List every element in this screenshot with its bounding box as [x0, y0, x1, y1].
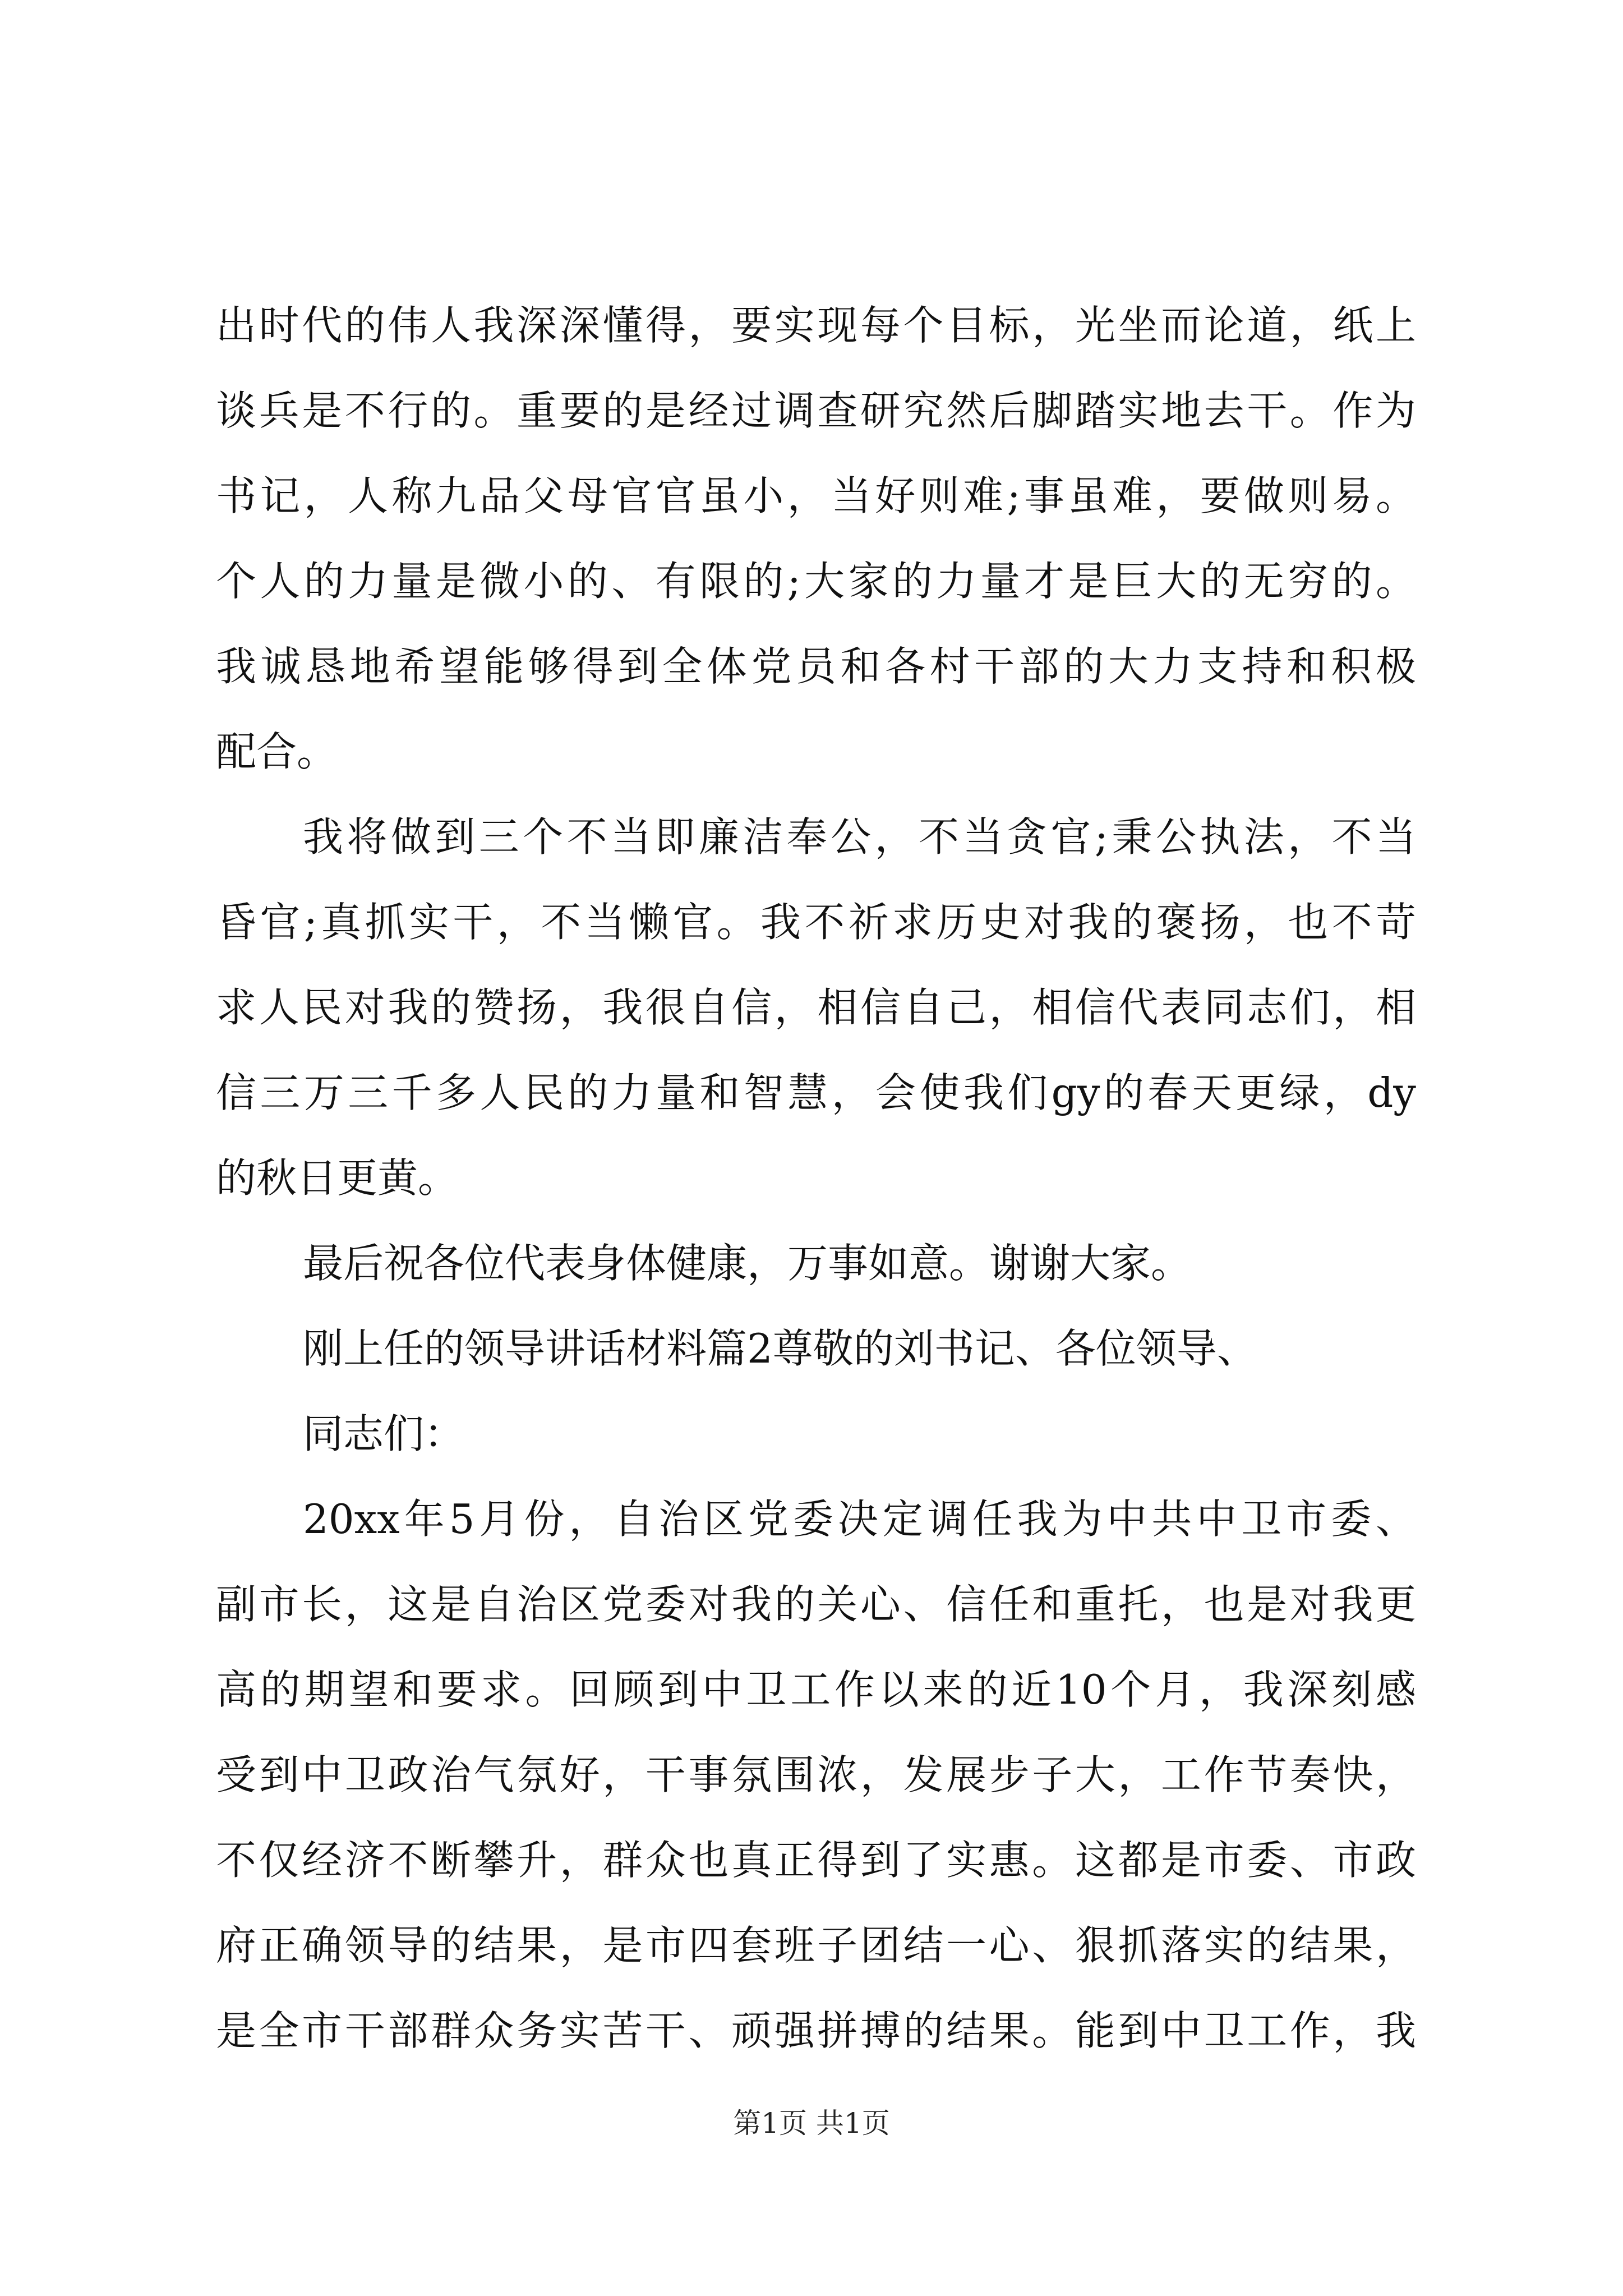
text-line: 昏官;真抓实干，不当懒官。我不祈求历史对我的褒扬，也不苛: [216, 899, 1416, 946]
text-line: 副市长，这是自治区党委对我的关心、信任和重托，也是对我更: [216, 1581, 1416, 1628]
text-line: 同志们：: [303, 1410, 465, 1457]
text-line: 高的期望和要求。回顾到中卫工作以来的近10个月，我深刻感: [216, 1666, 1416, 1713]
text-line: 刚上任的领导讲话材料篇2尊敬的刘书记、各位领导、: [303, 1325, 1257, 1372]
text-line: 信三万三千多人民的力量和智慧，会使我们gy的春天更绿，dy: [216, 1069, 1416, 1116]
text-line: 配合。: [216, 728, 338, 775]
text-line: 是全市干部群众务实苦干、顽强拼搏的结果。能到中卫工作，我: [216, 2007, 1416, 2054]
text-line: 20xx年5月份，自治区党委决定调任我为中共中卫市委、: [303, 1496, 1416, 1543]
page-number-footer: 第1页 共1页: [733, 2107, 890, 2139]
text-line: 出时代的伟人我深深懂得，要实现每个目标，光坐而论道，纸上: [216, 302, 1416, 349]
text-line: 受到中卫政治气氛好，干事氛围浓，发展步子大，工作节奏快，: [216, 1751, 1416, 1798]
text-line: 个人的力量是微小的、有限的;大家的力量才是巨大的无穷的。: [216, 558, 1416, 605]
text-line: 不仅经济不断攀升，群众也真正得到了实惠。这都是市委、市政: [216, 1837, 1416, 1884]
text-line: 最后祝各位代表身体健康，万事如意。谢谢大家。: [303, 1240, 1192, 1287]
text-line: 书记，人称九品父母官官虽小，当好则难;事虽难，要做则易。: [216, 472, 1416, 519]
text-line: 谈兵是不行的。重要的是经过调查研究然后脚踏实地去干。作为: [216, 387, 1416, 434]
text-line: 求人民对我的赞扬，我很自信，相信自己，相信代表同志们，相: [216, 984, 1416, 1031]
text-line: 我诚恳地希望能够得到全体党员和各村干部的大力支持和积极: [216, 643, 1416, 690]
text-line: 府正确领导的结果，是市四套班子团结一心、狠抓落实的结果，: [216, 1922, 1416, 1969]
text-line: 我将做到三个不当即廉洁奉公，不当贪官;秉公执法，不当: [303, 813, 1416, 861]
text-line: 的秋日更黄。: [216, 1154, 459, 1202]
